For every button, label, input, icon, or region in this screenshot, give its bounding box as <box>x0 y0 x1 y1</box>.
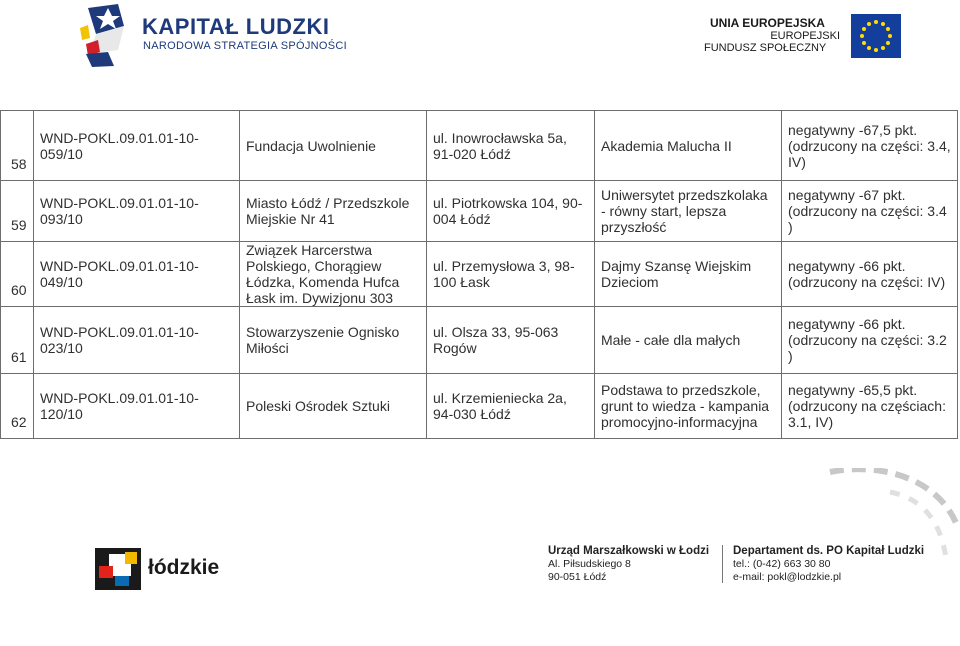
table-row <box>1 111 958 181</box>
organization-name: Poleski Ośrodek Sztuki <box>240 374 427 439</box>
department-contact <box>733 545 924 584</box>
table-row <box>1 242 958 307</box>
table-row <box>1 181 958 242</box>
eu-logo-line2: EUROPEJSKI <box>770 30 840 42</box>
organization-address: ul. Olsza 33, 95-063 Rogów <box>427 307 595 374</box>
organization-name: Miasto Łódź / Przedszkole Miejskie Nr 41 <box>240 181 427 242</box>
office-city: 90-051 Łódź <box>548 571 607 583</box>
project-title: Uniwersytet przedszkolaka - równy start, lepsza przyszłość <box>595 181 782 242</box>
application-code: WND-POKL.09.01.01-10-059/10 <box>34 111 240 181</box>
organization-name: Związek Harcerstwa Polskiego, Chorągiew Łódzka, Komenda Hufca Łask im. Dywizjonu 303 <box>240 242 427 307</box>
table-row <box>1 307 958 374</box>
eu-logo-line1: UNIA EUROPEJSKA <box>710 16 825 30</box>
application-code: WND-POKL.09.01.01-10-093/10 <box>34 181 240 242</box>
evaluation-result: negatywny -67,5 pkt.(odrzucony na części: 3.4, IV) <box>782 111 958 181</box>
project-title: Akademia Malucha II <box>595 111 782 181</box>
project-title: Podstawa to przedszkole, grunt to wiedza - kampania promocyjno-informacyjna <box>595 374 782 439</box>
organization-name: Fundacja Uwolnienie <box>240 111 427 181</box>
row-number: 62 <box>1 374 34 439</box>
organization-address: ul. Piotrkowska 104, 90-004 Łódź <box>427 181 595 242</box>
office-name: Urząd Marszałkowski w Łodzi <box>548 545 710 557</box>
row-number: 58 <box>1 111 34 181</box>
row-number: 60 <box>1 242 34 307</box>
evaluation-result: negatywny -67 pkt.(odrzucony na części: 3.4 ) <box>782 181 958 242</box>
organization-address: ul. Krzemieniecka 2a, 94-030 Łódź <box>427 374 595 439</box>
office-contact <box>548 545 709 584</box>
application-code: WND-POKL.09.01.01-10-120/10 <box>34 374 240 439</box>
lodzkie-wordmark: łódzkie <box>148 556 220 579</box>
kapital-ludzki-title: KAPITAŁ LUDZKI <box>142 14 330 39</box>
table-row <box>1 374 958 439</box>
project-title: Małe - całe dla małych <box>595 307 782 374</box>
kapital-ludzki-subtitle: NARODOWA STRATEGIA SPÓJNOŚCI <box>143 40 347 52</box>
lodzkie-emblem-icon <box>95 548 141 590</box>
application-code: WND-POKL.09.01.01-10-023/10 <box>34 307 240 374</box>
kapital-ludzki-emblem-icon <box>78 4 128 68</box>
footer-divider <box>722 545 723 583</box>
department-phone: tel.: (0-42) 663 30 80 <box>733 558 831 570</box>
office-street: Al. Piłsudskiego 8 <box>548 558 631 570</box>
organization-name: Stowarzyszenie Ognisko Miłości <box>240 307 427 374</box>
evaluation-result: negatywny -66 pkt.(odrzucony na części: IV) <box>782 242 958 307</box>
evaluation-result: negatywny -65,5 pkt.(odrzucony na częściach: 3.1, IV) <box>782 374 958 439</box>
department-email: e-mail: pokl@lodzkie.pl <box>733 571 842 583</box>
row-number: 59 <box>1 181 34 242</box>
eu-logo <box>700 16 905 64</box>
organization-address: ul. Inowrocławska 5a, 91-020 Łódź <box>427 111 595 181</box>
application-code: WND-POKL.09.01.01-10-049/10 <box>34 242 240 307</box>
applications-table <box>0 110 958 439</box>
eu-flag-icon <box>851 14 901 58</box>
eu-logo-line3: FUNDUSZ SPOŁECZNY <box>704 42 827 54</box>
organization-address: ul. Przemysłowa 3, 98-100 Łask <box>427 242 595 307</box>
project-title: Dajmy Szansę Wiejskim Dzieciom <box>595 242 782 307</box>
row-number: 61 <box>1 307 34 374</box>
department-name: Departament ds. PO Kapitał Ludzki <box>733 545 925 557</box>
evaluation-result: negatywny -66 pkt.(odrzucony na części: 3.2 ) <box>782 307 958 374</box>
